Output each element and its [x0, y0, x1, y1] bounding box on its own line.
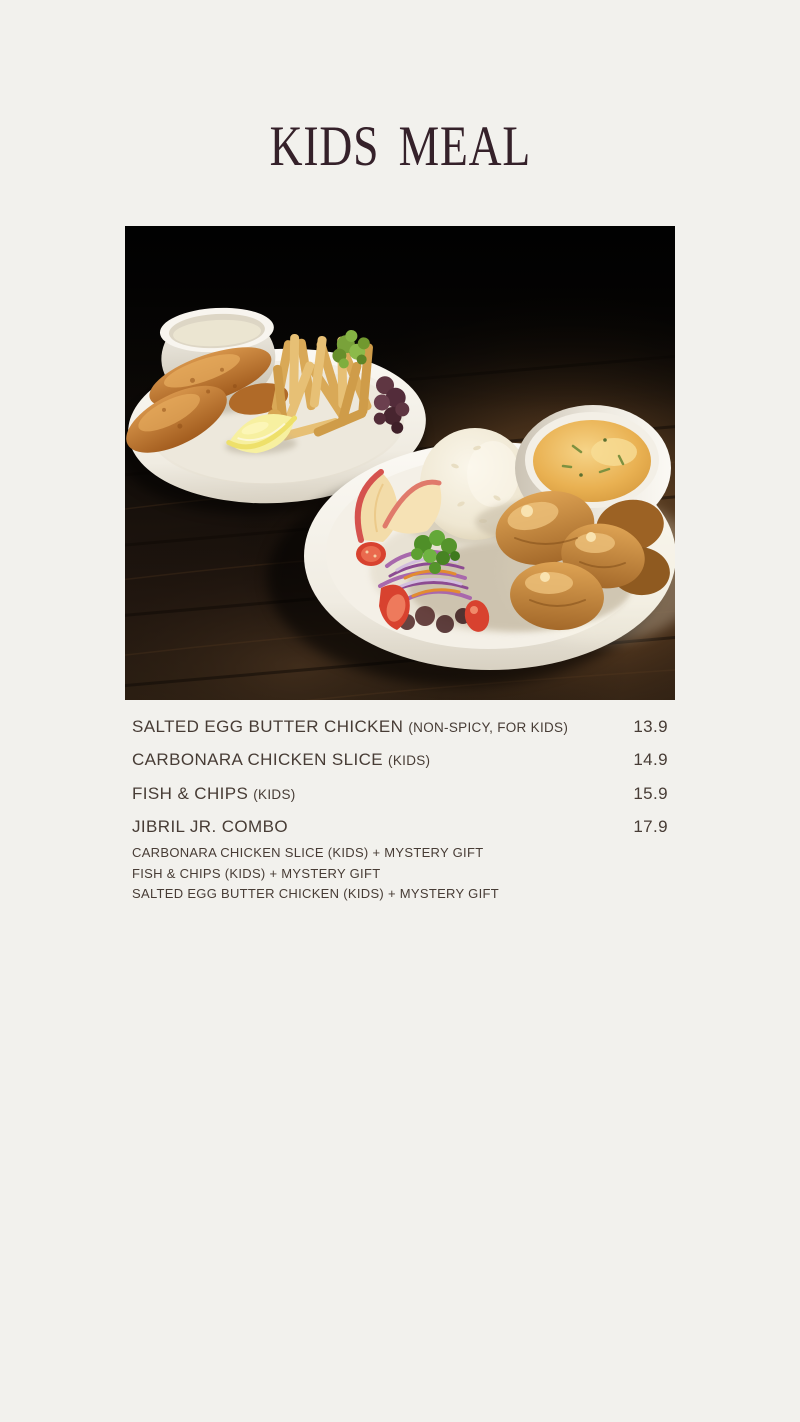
page-title: [0, 116, 800, 178]
kids-meal-photo: [125, 226, 675, 700]
menu-item-row: [132, 717, 668, 737]
menu-item-name: CARBONARA CHICKEN SLICE: [132, 750, 384, 769]
combo-include-line: FISH & CHIPS (KIDS) + MYSTERY GIFT: [132, 865, 381, 881]
menu-item-note: (KIDS): [253, 787, 296, 802]
menu-item-price: 15.9: [633, 784, 668, 803]
menu-item-label: [132, 717, 568, 737]
combo-include-line: CARBONARA CHICKEN SLICE (KIDS) + MYSTERY GIFT: [132, 845, 484, 860]
menu-item-row: [132, 750, 668, 770]
menu-item-price: 13.9: [633, 717, 668, 736]
menu-item-label: [132, 750, 430, 770]
combo-include-line: SALTED EGG BUTTER CHICKEN (KIDS) + MYSTERY GIFT: [132, 886, 499, 902]
menu-item-name: JIBRIL JR. COMBO: [132, 817, 288, 836]
menu-item-label: [132, 784, 296, 804]
menu-item-row: [132, 784, 668, 804]
menu-item-note: (KIDS): [388, 753, 431, 768]
menu-item-row: [132, 817, 668, 837]
menu-item-name: SALTED EGG BUTTER CHICKEN: [132, 717, 404, 736]
menu-item-label: [132, 817, 293, 837]
page-title-text: KIDS MEAL: [269, 115, 531, 178]
menu-item-name: FISH & CHIPS: [132, 784, 249, 803]
combo-includes-list: [132, 843, 652, 905]
menu-item-note: (NON-SPICY, FOR KIDS): [408, 720, 569, 735]
menu-item-price: 14.9: [633, 750, 668, 769]
menu-item-price: 17.9: [633, 817, 668, 836]
